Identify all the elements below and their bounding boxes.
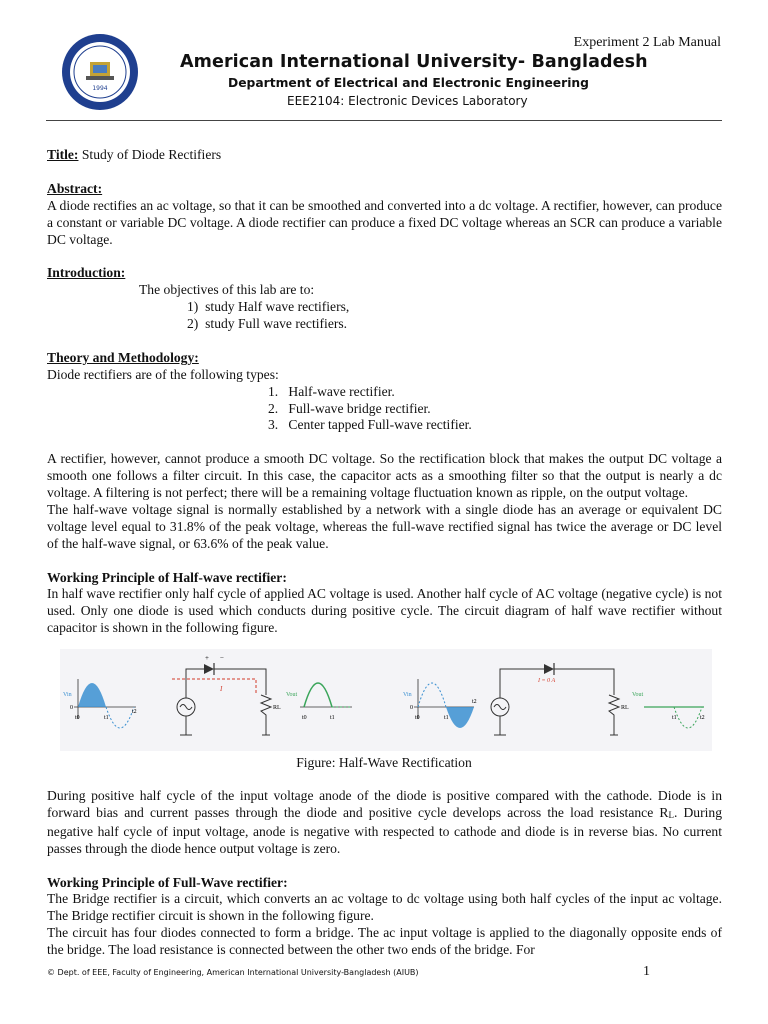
- svg-text:RL: RL: [621, 705, 629, 711]
- experiment-label: Experiment 2 Lab Manual: [573, 35, 721, 50]
- svg-text:−: −: [220, 654, 224, 662]
- half-wave-text: In half wave rectifier only half cycle of applied AC voltage is used. Another half cycle of AC voltage (negative cycle) is not used. Only one diode is used which conducts during positive cycle. The circuit diagram of half wave rectifier without capacitor is shown in the following figure.: [47, 586, 722, 636]
- abstract-text: A diode rectifies an ac voltage, so that it can be smoothed and converted into a dc voltage. A rectifier, however, can produce a constant or variable DC voltage. A diode rectifier can produce a fixed DC voltage whereas an SCR can produce a variable DC voltage.: [47, 197, 722, 247]
- objective-item: 1) study Half wave rectifiers,: [187, 299, 350, 315]
- svg-text:Vout: Vout: [632, 692, 644, 698]
- half-wave-heading: Working Principle of Half-wave rectifier:: [47, 569, 287, 585]
- rectifier-type-item: 1. Half-wave rectifier.: [268, 383, 395, 399]
- course-name: EEE2104: Electronic Devices Laboratory: [287, 94, 528, 108]
- svg-text:RL: RL: [273, 705, 281, 711]
- rectifier-type-item: 3. Center tapped Full-wave rectifier.: [268, 417, 472, 433]
- full-wave-paragraph-2: The circuit has four diodes connected to form a bridge. The ac input voltage is applied to the diagonally opposite ends of the bridge. The load resistance is connected between the other two ends of the bridge. For: [47, 925, 722, 958]
- document-body-continued: [47, 788, 722, 959]
- svg-text:t2: t2: [132, 709, 137, 715]
- svg-text:0: 0: [70, 705, 73, 711]
- title-label: Title:: [47, 147, 79, 162]
- objectives-lead: The objectives of this lab are to:: [139, 282, 315, 298]
- svg-text:1994: 1994: [92, 85, 108, 92]
- footer-copyright: © Dept. of EEE, Faculty of Engineering, American International University-Bangladesh (AIUB): [47, 968, 419, 977]
- svg-text:t1: t1: [672, 715, 677, 721]
- theory-lead: Diode rectifiers are of the following types:: [47, 366, 279, 382]
- svg-text:Vin: Vin: [63, 692, 72, 698]
- title-line: [47, 147, 722, 164]
- svg-text:t0: t0: [302, 715, 307, 721]
- svg-text:t1: t1: [444, 715, 449, 721]
- header-divider: [46, 120, 722, 121]
- svg-text:t1: t1: [104, 715, 109, 721]
- theory-paragraph-2: The half-wave voltage signal is normally established by a network with a single diode has an average or equivalent DC voltage level equal to 31.8% of the peak voltage, whereas the full-wave rectified signal has twice the average or DC level of the half-wave signal, or 63.6% of the peak value.: [47, 501, 722, 551]
- svg-text:I = 0 A: I = 0 A: [538, 678, 556, 684]
- svg-text:t0: t0: [415, 715, 420, 721]
- university-logo: [60, 32, 140, 112]
- abstract-heading: Abstract:: [47, 180, 103, 196]
- svg-text:t1: t1: [330, 715, 335, 721]
- svg-text:+: +: [205, 654, 209, 662]
- theory-heading: Theory and Methodology:: [47, 349, 199, 365]
- rectifier-type-item: 2. Full-wave bridge rectifier.: [268, 400, 431, 416]
- department-name: Department of Electrical and Electronic Engineering: [228, 76, 589, 90]
- full-wave-heading: Working Principle of Full-Wave rectifier:: [47, 874, 288, 890]
- half-wave-explanation: During positive half cycle of the input voltage anode of the diode is positive compared with the cathode. Diode is in forward bias and current passes through the diode and positive cycle develops across the load resistance RL. During negative half cycle of input voltage, anode is negative with respected to cathode and diode is in reverse bias. No current passes through the diode hence output voltage is zero.: [47, 788, 722, 856]
- title-text: Study of Diode Rectifiers: [78, 147, 222, 162]
- full-wave-paragraph-1: The Bridge rectifier is a circuit, which converts an ac voltage to dc voltage using both half cycles of the input ac voltage. The Bridge rectifier circuit is shown in the following figure.: [47, 891, 722, 924]
- objective-item: 2) study Full wave rectifiers.: [187, 316, 348, 332]
- figure-caption: Figure: Half-Wave Rectification: [296, 755, 472, 770]
- introduction-heading: Introduction:: [47, 265, 126, 281]
- svg-text:Vin: Vin: [403, 692, 412, 698]
- svg-text:t2: t2: [700, 715, 705, 721]
- svg-text:0: 0: [410, 705, 413, 711]
- svg-text:t0: t0: [75, 715, 80, 721]
- svg-text:Vout: Vout: [286, 692, 298, 698]
- page-number: 1: [643, 964, 650, 979]
- subscript-l: L: [668, 809, 674, 820]
- university-name: American International University- Bangladesh: [180, 52, 648, 72]
- svg-text:I: I: [220, 685, 223, 693]
- theory-paragraph-1: A rectifier, however, cannot produce a smooth DC voltage. So the rectification block that makes the output DC voltage a smooth one follows a filter circuit. In this case, the capacitor acts as a smoothing filter so that the output is nearly a dc voltage. A filtering is not perfect; there will be a remaining voltage fluctuation known as ripple, on the output voltage.: [47, 451, 722, 501]
- half-wave-figure: [60, 649, 712, 751]
- document-body: [47, 147, 722, 637]
- svg-text:t2: t2: [472, 699, 477, 705]
